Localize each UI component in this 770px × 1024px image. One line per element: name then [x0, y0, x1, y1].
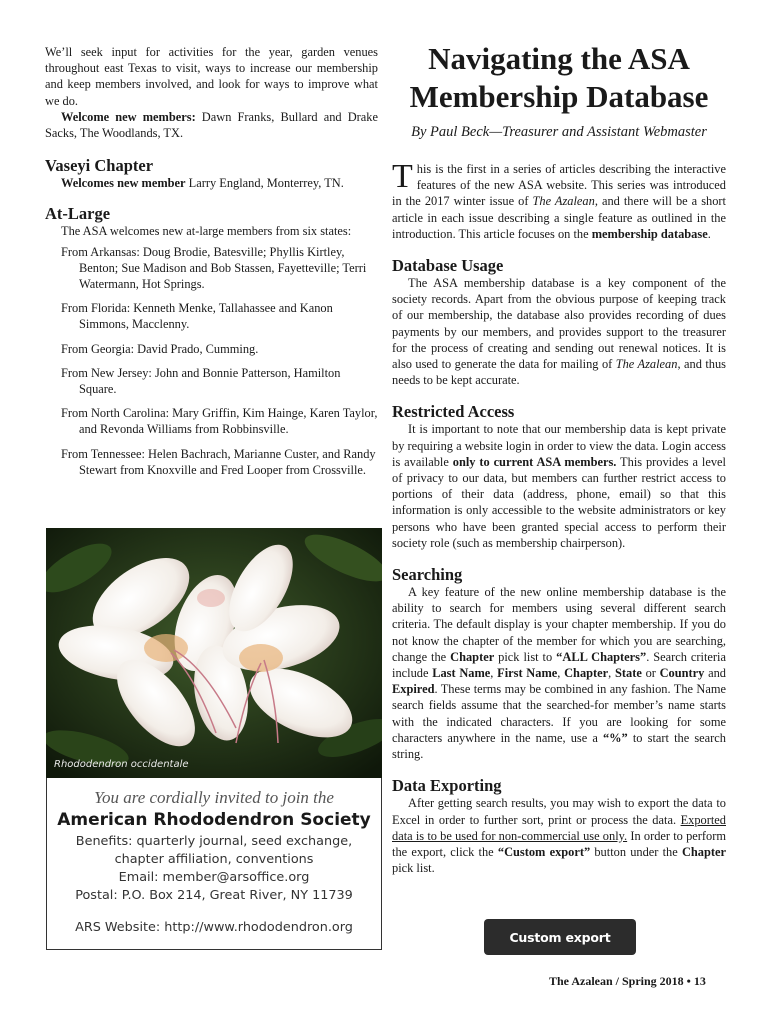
vaseyi-paragraph: Welcomes new member Larry England, Monterrey, TN. — [61, 176, 344, 191]
list-item: From Tennessee: Helen Bachrach, Marianne Custer, and Randy Stewart from Knoxville and Fred Looper from Crossville. — [61, 446, 376, 477]
ad-invite: You are cordially invited to join the — [94, 788, 334, 807]
page-footer: The Azalean / Spring 2018 • 13 — [549, 974, 706, 988]
article-byline: By Paul Beck—Treasurer and Assistant Webmaster — [411, 124, 707, 140]
left-column — [45, 44, 378, 486]
flower-image — [46, 528, 382, 778]
exporting-paragraph: After getting search results, you may wish to export the data to Excel in order to further sort, print or process the data. Exported data is to be used for non-commercial use only. In order to perform the export, click the “Custom export” button under the Chapter pick list. — [392, 796, 727, 876]
intro-paragraph: We’ll seek input for activities for the year, garden venues throughout east Texas to visit, ways to increase our membership and keep members involved, and look for ways to improve what we do. — [45, 45, 378, 108]
article-title: Navigating the ASA Membership Database — [409, 41, 709, 114]
list-item: From Arkansas: Doug Brodie, Batesville; Phyllis Kirtley, Benton; Sue Madison and Bob Stassen, Fayetteville; Terri Watermann, Hot Springs. — [61, 244, 367, 292]
ars-advertisement — [46, 778, 382, 950]
usage-heading: Database Usage — [392, 256, 504, 276]
list-item: From New Jersey: John and Bonnie Patterson, Hamilton Square. — [61, 365, 341, 397]
vaseyi-heading: Vaseyi Chapter — [45, 156, 154, 176]
atlarge-heading: At-Large — [45, 204, 111, 224]
welcome-paragraph: Welcome new members: Dawn Franks, Bullard and Drake Sacks, The Woodlands, TX. — [45, 109, 378, 141]
drop-cap: T — [392, 158, 413, 195]
exporting-heading: Data Exporting — [392, 776, 502, 796]
ad-benefits: Benefits: quarterly journal, seed exchange, — [75, 834, 353, 849]
photo-caption: Rhododendron occidentale — [54, 759, 189, 770]
list-item: From Florida: Kenneth Menke, Tallahassee and Kanon Simmons, Macclenny. — [61, 301, 333, 332]
member-list — [45, 244, 378, 478]
article-intro: This is the first in a series of articles describing the interactive features of the new ASA website. This series was introduced in the 2017 winter issue of The Azalean, and there will be a short article in each issue describing a single feature as outlined in the introduction. This article focuses on the membership database. — [392, 158, 726, 241]
searching-heading: Searching — [392, 565, 463, 585]
ad-benefits-2: chapter affiliation, conventions — [114, 852, 314, 867]
list-item: From Georgia: David Prado, Cumming. — [61, 341, 259, 356]
restricted-paragraph: It is important to note that our membership data is kept private by requiring a website login in order to view the data. Login access is available only to current ASA members. This provides a level of privacy to our data, but members can further restrict access to portions of their data (address, phone, email) so that this information is only accessible to the website administrators or key persons who have been granted special access to perform their society role (such as membership chairperson). — [392, 422, 726, 550]
ad-website: ARS Website: http://www.rhododendron.org — [75, 920, 353, 935]
ad-postal: Postal: P.O. Box 214, Great River, NY 11739 — [75, 888, 353, 903]
rhododendron-photo — [46, 528, 382, 778]
list-item: From North Carolina: Mary Griffin, Kim Hainge, Karen Taylor, and Revonda Williams from Robbinsville. — [61, 406, 378, 437]
ad-society-name: American Rhododendron Society — [57, 810, 371, 830]
ad-email: Email: member@arsoffice.org — [118, 870, 310, 885]
atlarge-intro: The ASA welcomes new at-large members from six states: — [61, 224, 352, 239]
article-column — [392, 40, 726, 876]
searching-paragraph: A key feature of the new online membership database is the ability to search for members using several different search criteria. The default display is your chapter membership. If you do not know the chapter of the member for which you are searching, change the Chapter pick list to “ALL Chapters”. Search criteria include Last Name, First Name, Chapter, State or Country and Expired. These terms may be combined in any fashion. The Name search fields assume that the searched-for member’s name starts with the indicated characters. If you are looking for some characters anywhere in the name, use a “%” to start the search string. — [392, 585, 726, 762]
restricted-heading: Restricted Access — [392, 402, 515, 422]
usage-paragraph: The ASA membership database is a key component of the society records. Apart from the obvious purpose of keeping track of our membership, the database also provides recording of dues payments by our members, and provides support to the treasurer for the process of creating and sending out renewal notices. It is also used to generate the data for mailing of The Azalean, and thus needs to be kept accurate. — [392, 276, 726, 388]
custom-export-button[interactable]: Custom export — [484, 919, 636, 955]
